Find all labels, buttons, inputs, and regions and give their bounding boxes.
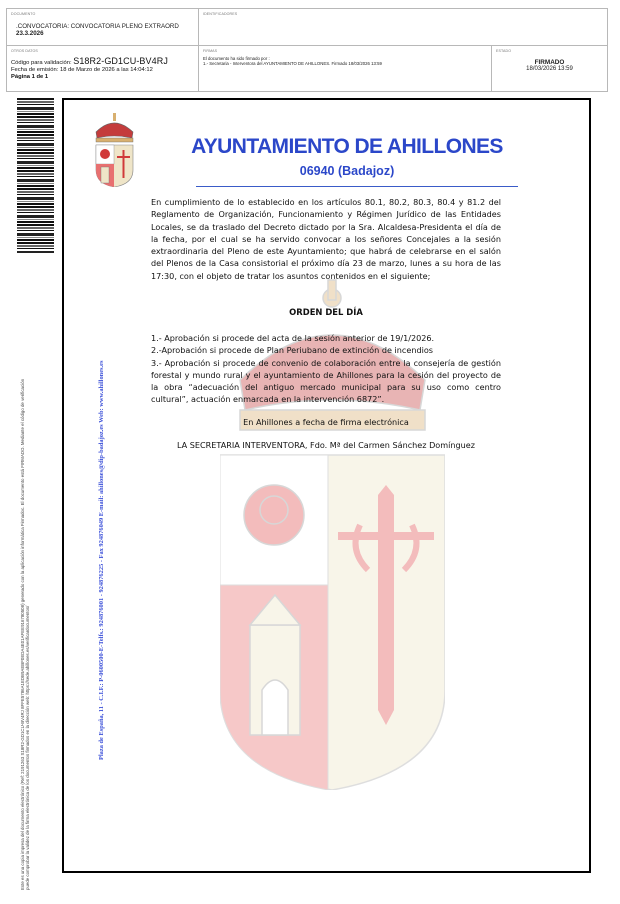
verification-notice (20, 379, 31, 890)
documento-label: DOCUMENTO (11, 12, 36, 16)
signature-header-table (6, 8, 608, 92)
firmas-value (203, 56, 382, 66)
shield-watermark (220, 455, 445, 790)
estado-value (492, 59, 607, 73)
firmas-cell (199, 46, 492, 91)
identificadores-label: IDENTIFICADORES (203, 12, 238, 16)
page-subtitle: 06940 (Badajoz) (299, 164, 395, 178)
status-badge: FIRMADO (534, 59, 565, 66)
page-title: AYUNTAMIENTO DE AHILLONES (191, 135, 503, 158)
documento-cell (7, 9, 199, 46)
validation-code[interactable]: S18R2-GD1CU-BV4RJ (73, 56, 168, 66)
agenda-item: 1.- Aprobación si procede del acta de la sesión anterior de 19/1/2026. (151, 333, 435, 343)
title-divider (196, 186, 518, 187)
firmas-line-1: El documento ha sido firmado por : (203, 56, 270, 61)
agenda-item: 2.-Aprobación si procede de Plan Periubano de extinción de incendios (151, 345, 434, 356)
emission-date: Fecha de emisión: 18 de Marzo de 2026 a las 14:04:12 (11, 67, 153, 73)
documento-date: 23.3.2026 (16, 30, 44, 38)
signatory-line: LA SECRETARIA INTERVENTORA, Fdo. Mª del Carmen Sánchez Domínguez (176, 440, 476, 450)
estado-cell (492, 46, 607, 91)
identificadores-cell (199, 9, 607, 46)
documento-title: .CONVOCATORIA: CONVOCATORIA PLENO EXTRAORD (16, 23, 179, 30)
otros-datos-label: OTROS DATOS (11, 49, 38, 53)
signature-date-line: En Ahillones a fecha de firma electrónica (243, 417, 409, 427)
validation-code-label: Código para validación: (11, 60, 72, 66)
validation-code-line (11, 58, 168, 67)
verification-line-2: puede comprobar la validez de la firma electrónica de los documentos firmados en la dirección web: https://sede.ahillones.es/verificardocumentos/ (25, 605, 31, 890)
documento-value (16, 23, 179, 38)
status-datetime: 18/03/2026 13:59 (526, 66, 573, 72)
barcode (17, 98, 54, 253)
coat-of-arms-icon (92, 112, 137, 187)
verification-line-1: Este es una copia impresa del documento electrónico (Ref: 2191263 S18R2-GD1CU-BV4RJ 8FFE5786A1EDB9AEBF0EDA4E01AFEE916780508) generado con la aplicación informática Firmadoc. El documento está FIRMADO. Mediante el código de verificación (20, 378, 25, 890)
contact-info: Plaza de España, 11 - C.I.F.: P-0600500-E-Telfs.: 924876001 - 924876225 - Fax 924876049 E-mail: ahillones@dip-badajoz.es Web: www.ahillones.es (98, 360, 105, 760)
agenda-list (151, 332, 501, 406)
otros-datos-value (11, 58, 168, 81)
firmas-label: FIRMAS (203, 49, 218, 53)
agenda-item: 3.- Aprobación si procede de convenio de colaboración entre la consejería de gestión forestal y mundo rural y el ayuntamiento de Ahillones para la cesión del proyecto de la obra “adecuación del antiguo mercado municipal para su uso como centro cultural”, actuación enmarcada en la intervención 6872”. (151, 357, 501, 405)
otros-datos-cell (7, 46, 199, 91)
intro-paragraph: En cumplimiento de lo establecido en los artículos 80.1, 80.2, 80.3, 80.4 y 81.2 del Reglamento de Organización, Funcionamiento y Régimen Jurídico de las Entidades Locales, se da traslado del Decreto dictado por la Sra. Alcaldesa-Presidenta el día de la fecha, por el cual se ha servido convocar a los señores Concejales a la sesión extraordinaria del Pleno de este Ayuntamiento; que habrá de celebrarse en el salón del Plenos de la Casa consistorial el próximo día 23 de marzo, lunes a su hora de las 17:30, con el objeto de tratar los asuntos contenidos en el siguiente; (151, 197, 501, 281)
orden-del-dia-heading: ORDEN DEL DÍA (289, 307, 363, 317)
firmas-line-2: 1.- Secretaria - Interventora del AYUNTAMIENTO DE AHILLONES. Firmado 18/03/2026 13:59 (203, 61, 382, 67)
page-count: Página 1 de 1 (11, 74, 49, 80)
estado-label: ESTADO (496, 49, 512, 53)
